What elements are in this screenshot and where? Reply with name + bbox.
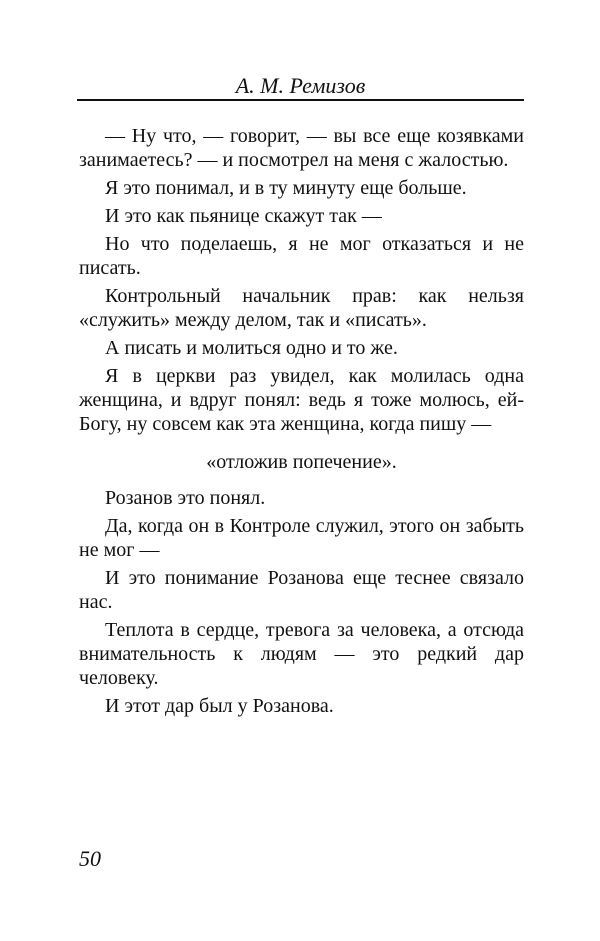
- paragraph: Розанов это понял.: [105, 487, 266, 509]
- paragraph: И этот дар был у Розанова.: [105, 695, 334, 717]
- centered-quote: «отложив попечение».: [206, 451, 397, 473]
- paragraph: Теплота в сердце, тревога за человека, а отсюда внимательность к людям — это редкий дар человеку.: [79, 619, 524, 689]
- paragraph: — Ну что, — говорит, — вы все еще козявками занимаетесь? — и посмотрел на меня с жалостью.: [79, 125, 524, 171]
- header-rule: [77, 99, 524, 101]
- paragraph: Контрольный начальник прав: как нельзя «служить» между делом, так и «писать».: [79, 285, 524, 331]
- paragraph: И это как пьянице скажут так —: [105, 205, 382, 227]
- body-text: [79, 124, 524, 722]
- paragraph: Но что поделаешь, я не мог отказаться и не писать.: [79, 233, 524, 279]
- paragraph: А писать и молиться одно и то же.: [105, 337, 398, 359]
- page-number: 50: [79, 846, 101, 871]
- paragraph: Я в церкви раз увидел, как молилась одна женщина, и вдруг понял: ведь я тоже молюсь, ей-Богу, ну совсем как эта женщина, когда пишу —: [79, 365, 524, 435]
- paragraph: И это понимание Розанова еще теснее связало нас.: [79, 567, 524, 613]
- paragraph: Я это понимал, и в ту минуту еще больше.: [105, 177, 467, 199]
- running-header: А. М. Ремизов: [235, 73, 366, 98]
- paragraph: Да, когда он в Контроле служил, этого он забыть не мог —: [79, 515, 524, 561]
